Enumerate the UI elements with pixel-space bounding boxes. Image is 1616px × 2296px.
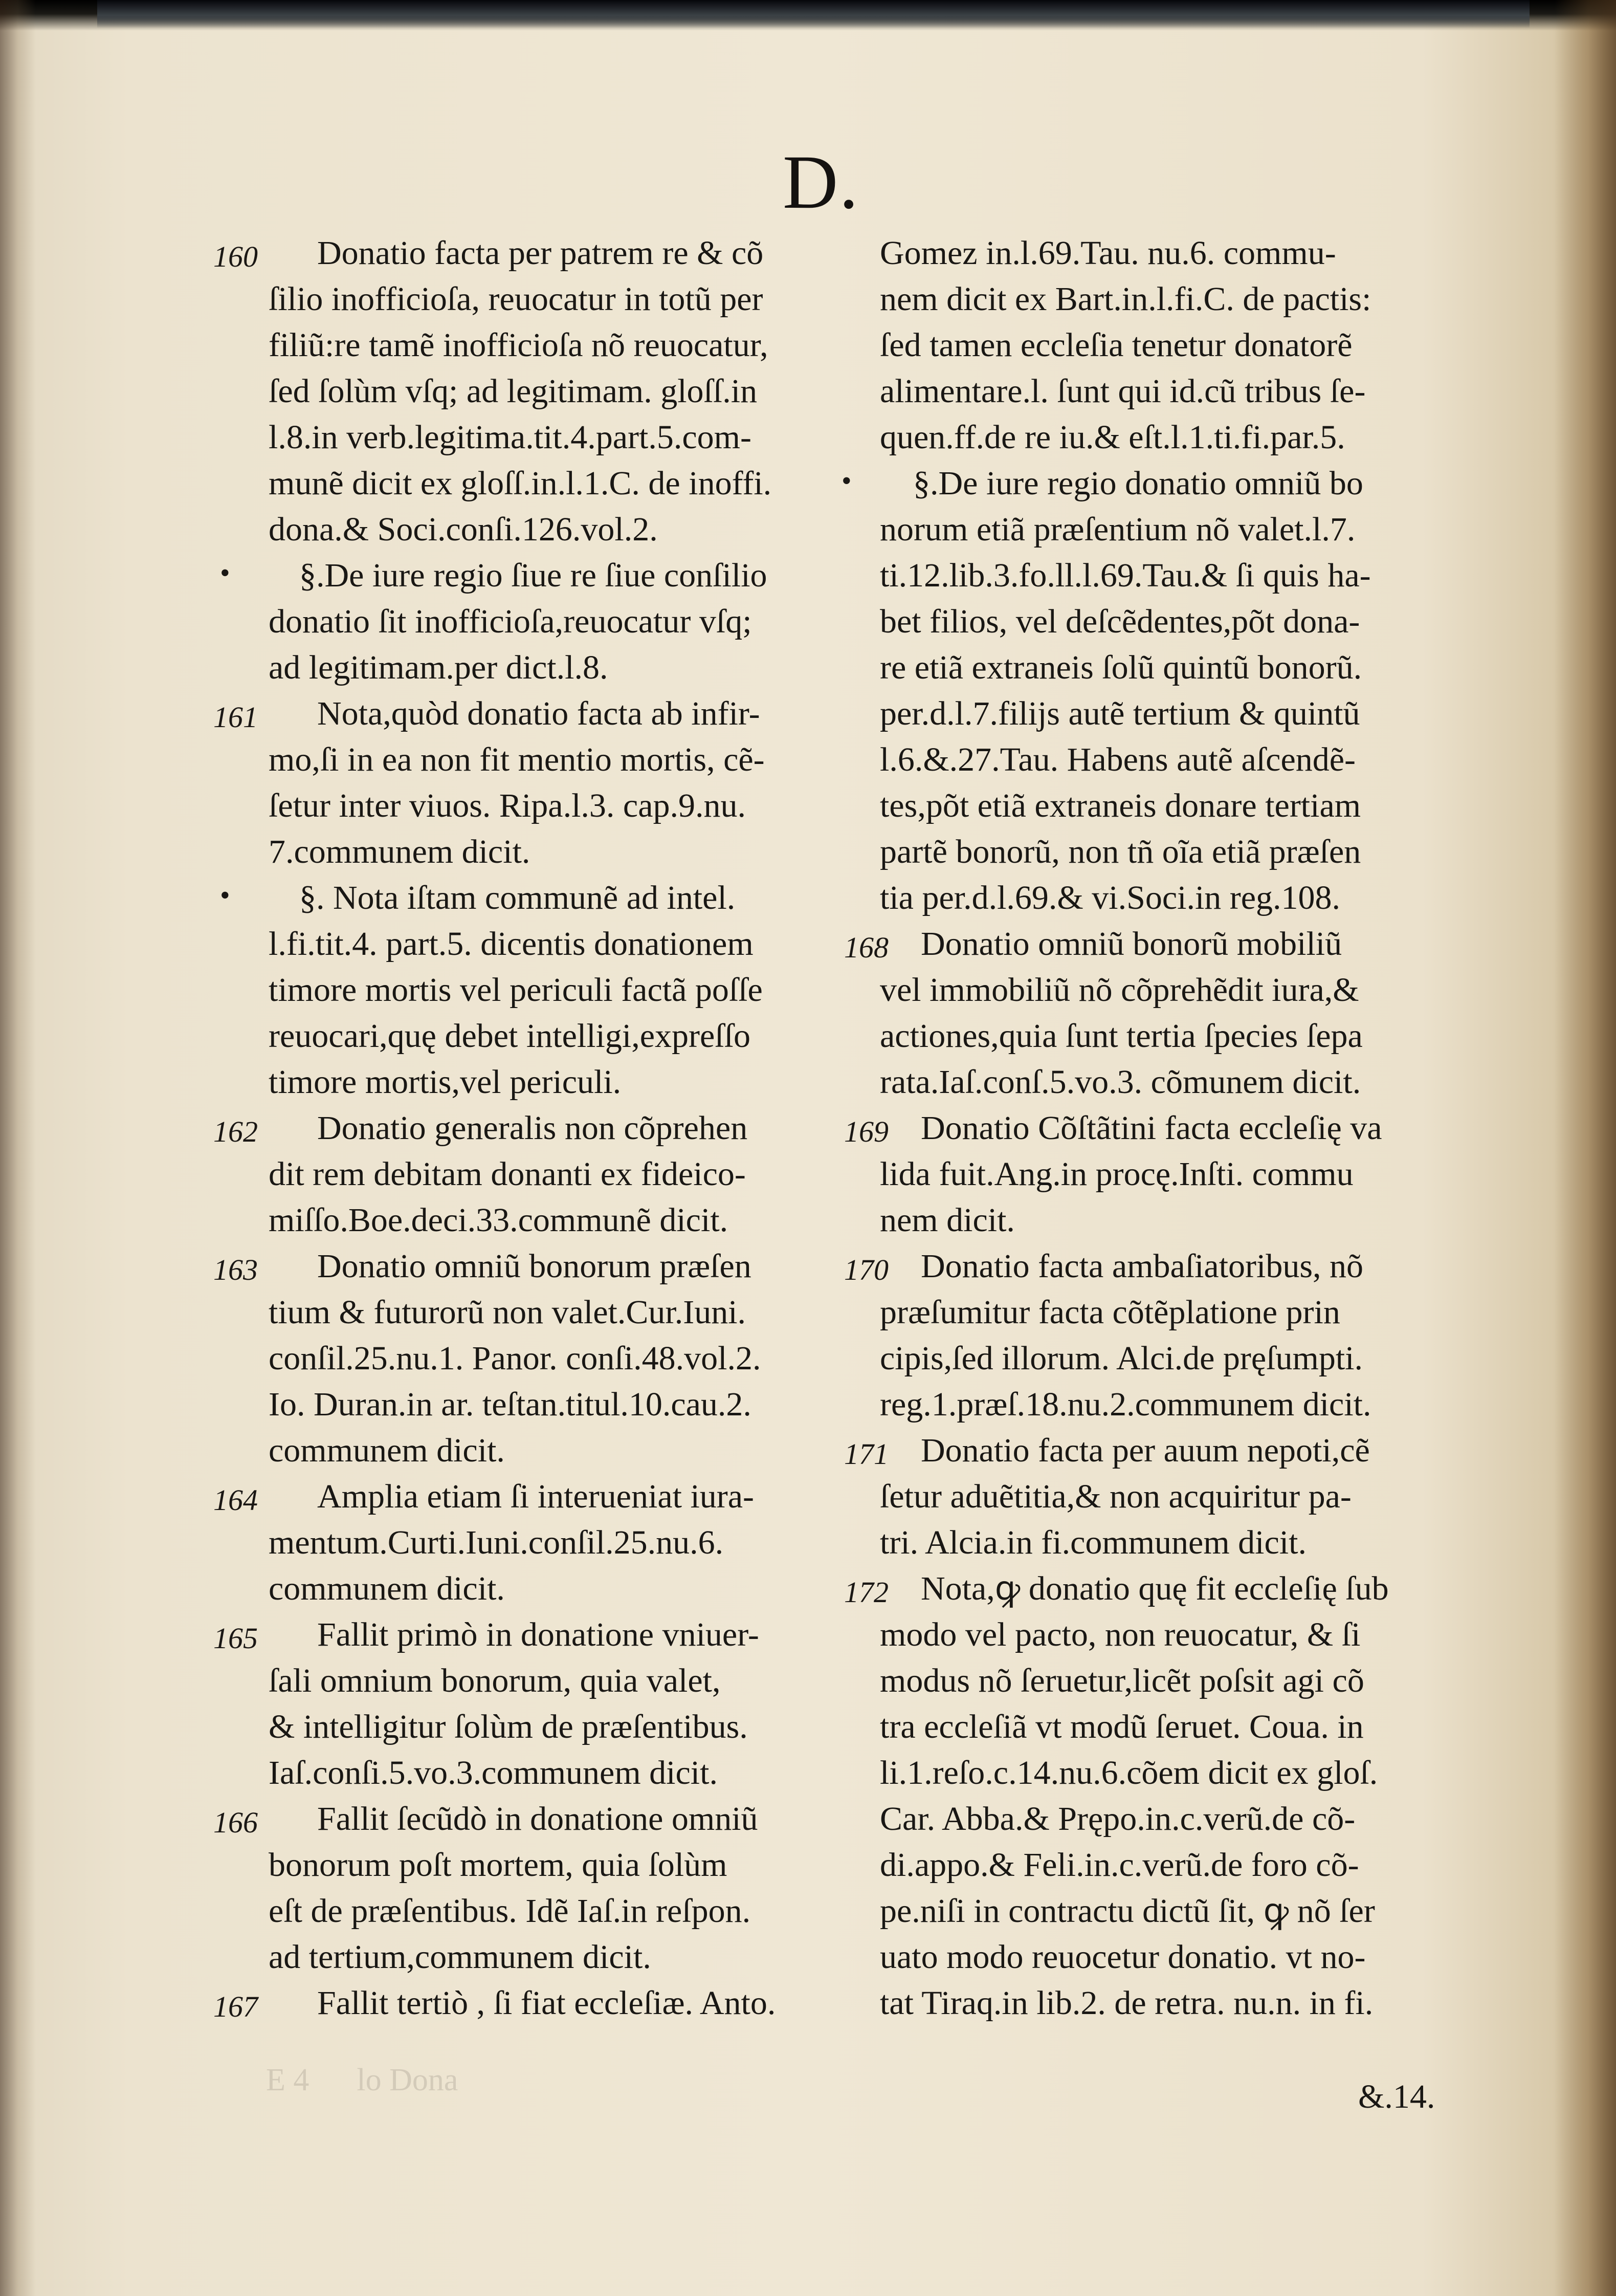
text-line: Gomez in.l.69.Tau. nu.6. commu- (880, 234, 1336, 272)
entry (215, 1474, 849, 1612)
text-line: tium & futurorũ non valet.Cur.Iuni. (269, 1294, 746, 1331)
entry-number: 162 (213, 1115, 258, 1148)
text-line: li.1.reſo.c.14.nu.6.cõem dicit ex gloſ. (880, 1754, 1378, 1791)
text-line: ti.12.lib.3.fo.ll.l.69.Tau.& ſi quis ha- (880, 557, 1371, 594)
text-line: ad legitimam.per dict.l.8. (269, 649, 608, 686)
text-line: nem dicit. (880, 1201, 1015, 1239)
text-line: ſilio inofficioſa, reuocatur in totũ per (269, 280, 763, 318)
text-line: §.De iure regio ſiue re ſiue conſilio (299, 557, 767, 594)
text-line: l.6.&.27.Tau. Habens autẽ aſcendẽ- (880, 741, 1356, 778)
entry (215, 1612, 849, 1796)
text-line: timore mortis vel periculi factã poſſe (269, 971, 763, 1009)
text-line: Donatio facta per auum nepoti,cẽ (921, 1432, 1370, 1469)
text-line: mentum.Curti.Iuni.conſil.25.nu.6. (269, 1524, 724, 1561)
entry (880, 230, 1458, 461)
paragraph-bullet: • (842, 465, 852, 497)
text-line: bonorum poſt mortem, quia ſolùm (269, 1846, 727, 1884)
entry (215, 875, 849, 1105)
text-line: uato modo reuocetur donatio. vt no- (880, 1938, 1366, 1976)
text-line: ſetur inter viuos. Ripa.l.3. cap.9.nu. (269, 787, 746, 824)
text-line: bet filios, vel deſcẽdentes,põt dona- (880, 603, 1360, 640)
text-line: partẽ bonorũ, non tñ oĩa etiã præſen (880, 833, 1361, 870)
text-line: Fallit primò in donatione vniuer- (317, 1616, 759, 1653)
text-line: lida fuit.Ang.in procę.Inſti. commu (880, 1155, 1354, 1193)
text-line: Fallit tertiò , ſi fiat eccleſiæ. Anto. (317, 1984, 776, 2022)
page-header-letter: D. (783, 140, 859, 225)
book-top-edge (97, 0, 1530, 28)
text-line: ad tertium,communem dicit. (269, 1938, 651, 1976)
page-right-edge (1555, 0, 1616, 2296)
text-line: Donatio Cõſtãtini facta eccleſię va (921, 1109, 1382, 1147)
entry-number: 170 (844, 1253, 889, 1286)
entry (215, 1796, 849, 1980)
text-line: vel immobiliũ nõ cõprehẽdit iura,& (880, 971, 1359, 1009)
text-line: per.d.l.7.filijs autẽ tertium & quintũ (880, 695, 1360, 732)
text-line: præſumitur facta cõtẽplatione prin (880, 1294, 1340, 1331)
text-line: Fallit ſecũdò in donatione omniũ (317, 1800, 758, 1838)
text-line: Nota,ꝙ donatio quę fit eccleſię ſub (921, 1570, 1389, 1607)
text-line: l.8.in verb.legitima.tit.4.part.5.com- (269, 419, 751, 456)
text-line: munẽ dicit ex gloſſ.in.l.1.C. de inoffi. (269, 465, 772, 502)
text-line: l.fi.tit.4. part.5. dicentis donationem (269, 925, 754, 963)
text-line: dit rem debitam donanti ex fideico- (269, 1155, 746, 1193)
text-line: Donatio generalis non cõprehen (317, 1109, 748, 1147)
text-line: modo vel pacto, non reuocatur, & ſi (880, 1616, 1361, 1653)
paragraph-bullet: • (220, 557, 230, 589)
text-line: communem dicit. (269, 1570, 505, 1607)
text-line: alimentare.l. ſunt qui id.cũ tribus ſe- (880, 373, 1366, 410)
entry-number: 171 (844, 1437, 889, 1471)
text-line: reuocari,quę debet intelligi,expreſſo (269, 1017, 750, 1055)
text-line: tri. Alcia.in fi.communem dicit. (880, 1524, 1307, 1561)
text-line: pe.niſi in contractu dictũ ſit, ꝙ nõ ſer (880, 1892, 1375, 1930)
text-line: filiũ:re tamẽ inofficioſa nõ reuocatur, (269, 326, 768, 364)
entry (215, 230, 849, 553)
text-line: ſali omnium bonorum, quia valet, (269, 1662, 721, 1699)
entry (844, 1566, 1458, 2026)
entry (215, 1243, 849, 1474)
entry (844, 1428, 1458, 1566)
entry (844, 921, 1458, 1105)
entry (215, 1980, 849, 2026)
entry-number: 164 (213, 1483, 258, 1517)
text-line: conſil.25.nu.1. Panor. conſi.48.vol.2. (269, 1340, 761, 1377)
text-line: Io. Duran.in ar. teſtan.titul.10.cau.2. (269, 1386, 751, 1423)
text-line: cipis,ſed illorum. Alci.de pręſumpti. (880, 1340, 1363, 1377)
text-line: tia per.d.l.69.& vi.Soci.in reg.108. (880, 879, 1341, 916)
text-line: Donatio facta ambaſiatoribus, nõ (921, 1248, 1364, 1285)
text-line: Amplia etiam ſi interueniat iura- (317, 1478, 755, 1515)
text-line: tra eccleſiã vt modũ ſeruet. Coua. in (880, 1708, 1364, 1745)
text-line: communem dicit. (269, 1432, 505, 1469)
entry (844, 1243, 1458, 1428)
entry (215, 691, 849, 875)
text-line: Iaſ.conſi.5.vo.3.communem dicit. (269, 1754, 718, 1791)
text-line: Nota,quòd donatio facta ab infir- (317, 695, 760, 732)
entry-number: 168 (844, 931, 889, 964)
entry-number: 165 (213, 1622, 258, 1655)
entry-number: 160 (213, 240, 258, 273)
text-line: Donatio omniũ bonorum præſen (317, 1248, 751, 1285)
page-left-edge (0, 0, 36, 2296)
entry-number: 161 (213, 701, 258, 734)
text-line: Donatio omniũ bonorũ mobiliũ (921, 925, 1342, 963)
text-line: re etiã extraneis ſolũ quintũ bonorũ. (880, 649, 1362, 686)
text-line: ſed ſolùm vſq; ad legitimam. gloſſ.in (269, 373, 758, 410)
catchword: &.14. (1358, 2078, 1435, 2115)
text-line: di.appo.& Feli.in.c.verũ.de foro cõ- (880, 1846, 1359, 1884)
text-line: tat Tiraq.in lib.2. de retra. nu.n. in fi. (880, 1984, 1374, 2022)
text-line: quen.ff.de re iu.& eſt.l.1.ti.fi.par.5. (880, 419, 1345, 456)
right-column (842, 230, 1458, 2026)
text-line: ſetur aduẽtitia,& non acquiritur pa- (880, 1478, 1352, 1515)
text-line: norum etiã præſentium nõ valet.l.7. (880, 511, 1356, 548)
text-line: Donatio facta per patrem re & cõ (317, 234, 764, 272)
text-line: nem dicit ex Bart.in.l.fi.C. de pactis: (880, 280, 1371, 318)
text-line: modus nõ ſeruetur,licẽt poſsit agi cõ (880, 1662, 1364, 1699)
entry-number: 166 (213, 1806, 258, 1839)
show-through-text: E 4 lo Dona (266, 2063, 458, 2097)
text-line: timore mortis,vel periculi. (269, 1063, 622, 1101)
text-line: donatio ſit inofficioſa,reuocatur vſq; (269, 603, 752, 640)
text-line: miſſo.Boe.deci.33.communẽ dicit. (269, 1201, 728, 1239)
text-line: §. Nota iſtam communẽ ad intel. (299, 879, 736, 916)
entry (215, 553, 849, 691)
entry (215, 1105, 849, 1243)
paragraph-bullet: • (220, 880, 230, 911)
text-line: dona.& Soci.conſi.126.vol.2. (269, 511, 658, 548)
text-line: §.De iure regio donatio omniũ bo (913, 465, 1363, 502)
entry-number: 172 (844, 1576, 889, 1609)
text-line: actiones,quia ſunt tertia ſpecies ſepa (880, 1017, 1363, 1055)
text-line: ſed tamen eccleſia tenetur donatorẽ (880, 326, 1353, 364)
text-line: Car. Abba.& Prępo.in.c.verũ.de cõ- (880, 1800, 1356, 1838)
entry-number: 167 (213, 1990, 258, 2023)
entry-number: 163 (213, 1253, 258, 1286)
entry (844, 1105, 1458, 1243)
text-line: & intelligitur ſolùm de præſentibus. (269, 1708, 748, 1745)
entry (842, 461, 1458, 921)
text-line: mo,ſi in ea non fit mentio mortis, cẽ- (269, 741, 765, 778)
text-line: eſt de præſentibus. Idẽ Iaſ.in reſpon. (269, 1892, 751, 1930)
text-line: tes,põt etiã extraneis donare tertiam (880, 787, 1361, 824)
text-line: rata.Iaſ.conſ.5.vo.3. cõmunem dicit. (880, 1063, 1361, 1101)
entry-number: 169 (844, 1115, 889, 1148)
left-column (215, 230, 849, 2026)
text-line: 7.communem dicit. (269, 833, 530, 870)
text-line: reg.1.præſ.18.nu.2.communem dicit. (880, 1386, 1371, 1423)
